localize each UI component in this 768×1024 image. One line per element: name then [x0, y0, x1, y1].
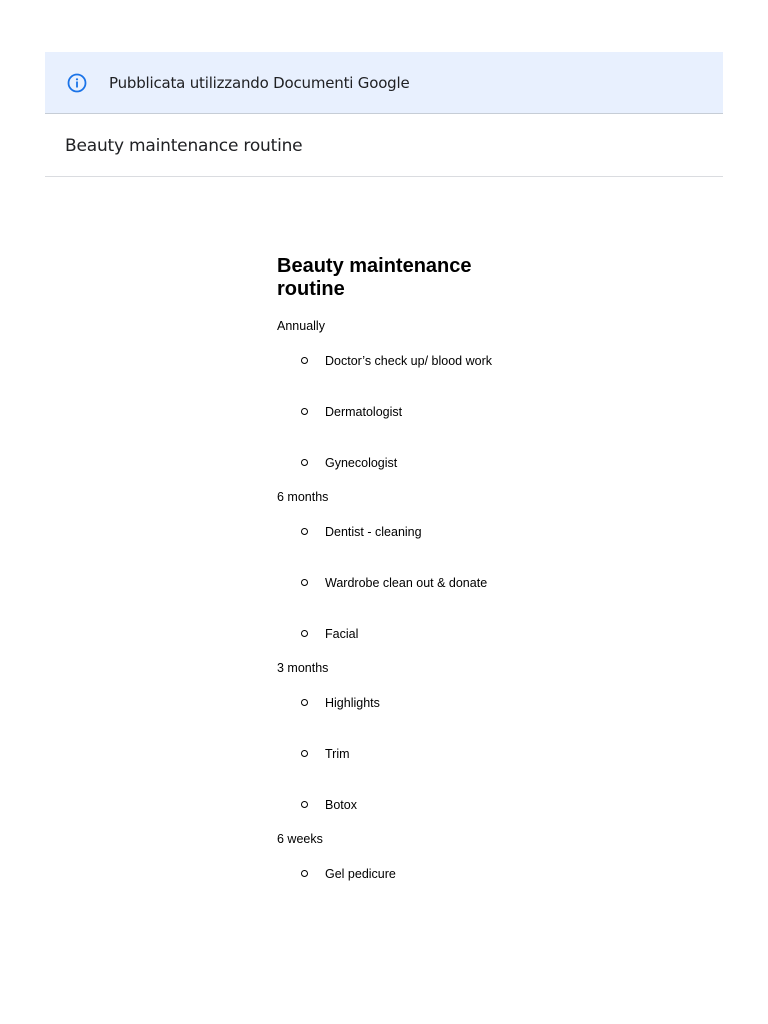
section-label-3-months: 3 months	[277, 661, 329, 675]
list-item-text: Gel pedicure	[325, 867, 396, 881]
hollow-bullet-icon	[301, 750, 308, 757]
list-item-text: Doctor’s check up/ blood work	[325, 354, 492, 368]
hollow-bullet-icon	[301, 870, 308, 877]
list-item	[277, 574, 492, 592]
list-6-months	[277, 523, 492, 643]
hollow-bullet-icon	[301, 801, 308, 808]
list-item	[277, 454, 492, 472]
list-annually	[277, 352, 492, 472]
hollow-bullet-icon	[301, 459, 308, 466]
hollow-bullet-icon	[301, 528, 308, 535]
list-item	[277, 745, 492, 763]
list-item-text: Dentist - cleaning	[325, 525, 422, 539]
list-item	[277, 625, 492, 643]
list-item-text: Facial	[325, 627, 359, 641]
list-item	[277, 352, 492, 370]
list-item-text: Botox	[325, 798, 357, 812]
list-item-text: Gynecologist	[325, 456, 398, 470]
section-label-6-months: 6 months	[277, 490, 329, 504]
document-title: Beauty maintenance routine	[277, 255, 472, 300]
hollow-bullet-icon	[301, 408, 308, 415]
list-item	[277, 403, 492, 421]
hollow-bullet-icon	[301, 699, 308, 706]
list-item	[277, 694, 492, 712]
list-3-months	[277, 694, 492, 814]
hollow-bullet-icon	[301, 630, 308, 637]
doc-header-title: Beauty maintenance routine	[65, 135, 303, 156]
list-item-text: Dermatologist	[325, 405, 403, 419]
list-item-text: Wardrobe clean out & donate	[325, 576, 488, 590]
document-body	[277, 255, 492, 883]
section-label-annually: Annually	[277, 319, 325, 333]
section-label-6-weeks: 6 weeks	[277, 832, 323, 846]
list-item	[277, 865, 492, 883]
list-item-text: Highlights	[325, 696, 380, 710]
list-6-weeks	[277, 865, 492, 883]
list-item	[277, 523, 492, 541]
banner-text: Pubblicata utilizzando Documenti Google	[109, 73, 410, 92]
hollow-bullet-icon	[301, 357, 308, 364]
doc-header	[45, 115, 723, 177]
list-item-text: Trim	[325, 747, 350, 761]
list-item	[277, 796, 492, 814]
info-icon[interactable]	[66, 72, 88, 94]
published-banner	[45, 52, 723, 114]
hollow-bullet-icon	[301, 579, 308, 586]
